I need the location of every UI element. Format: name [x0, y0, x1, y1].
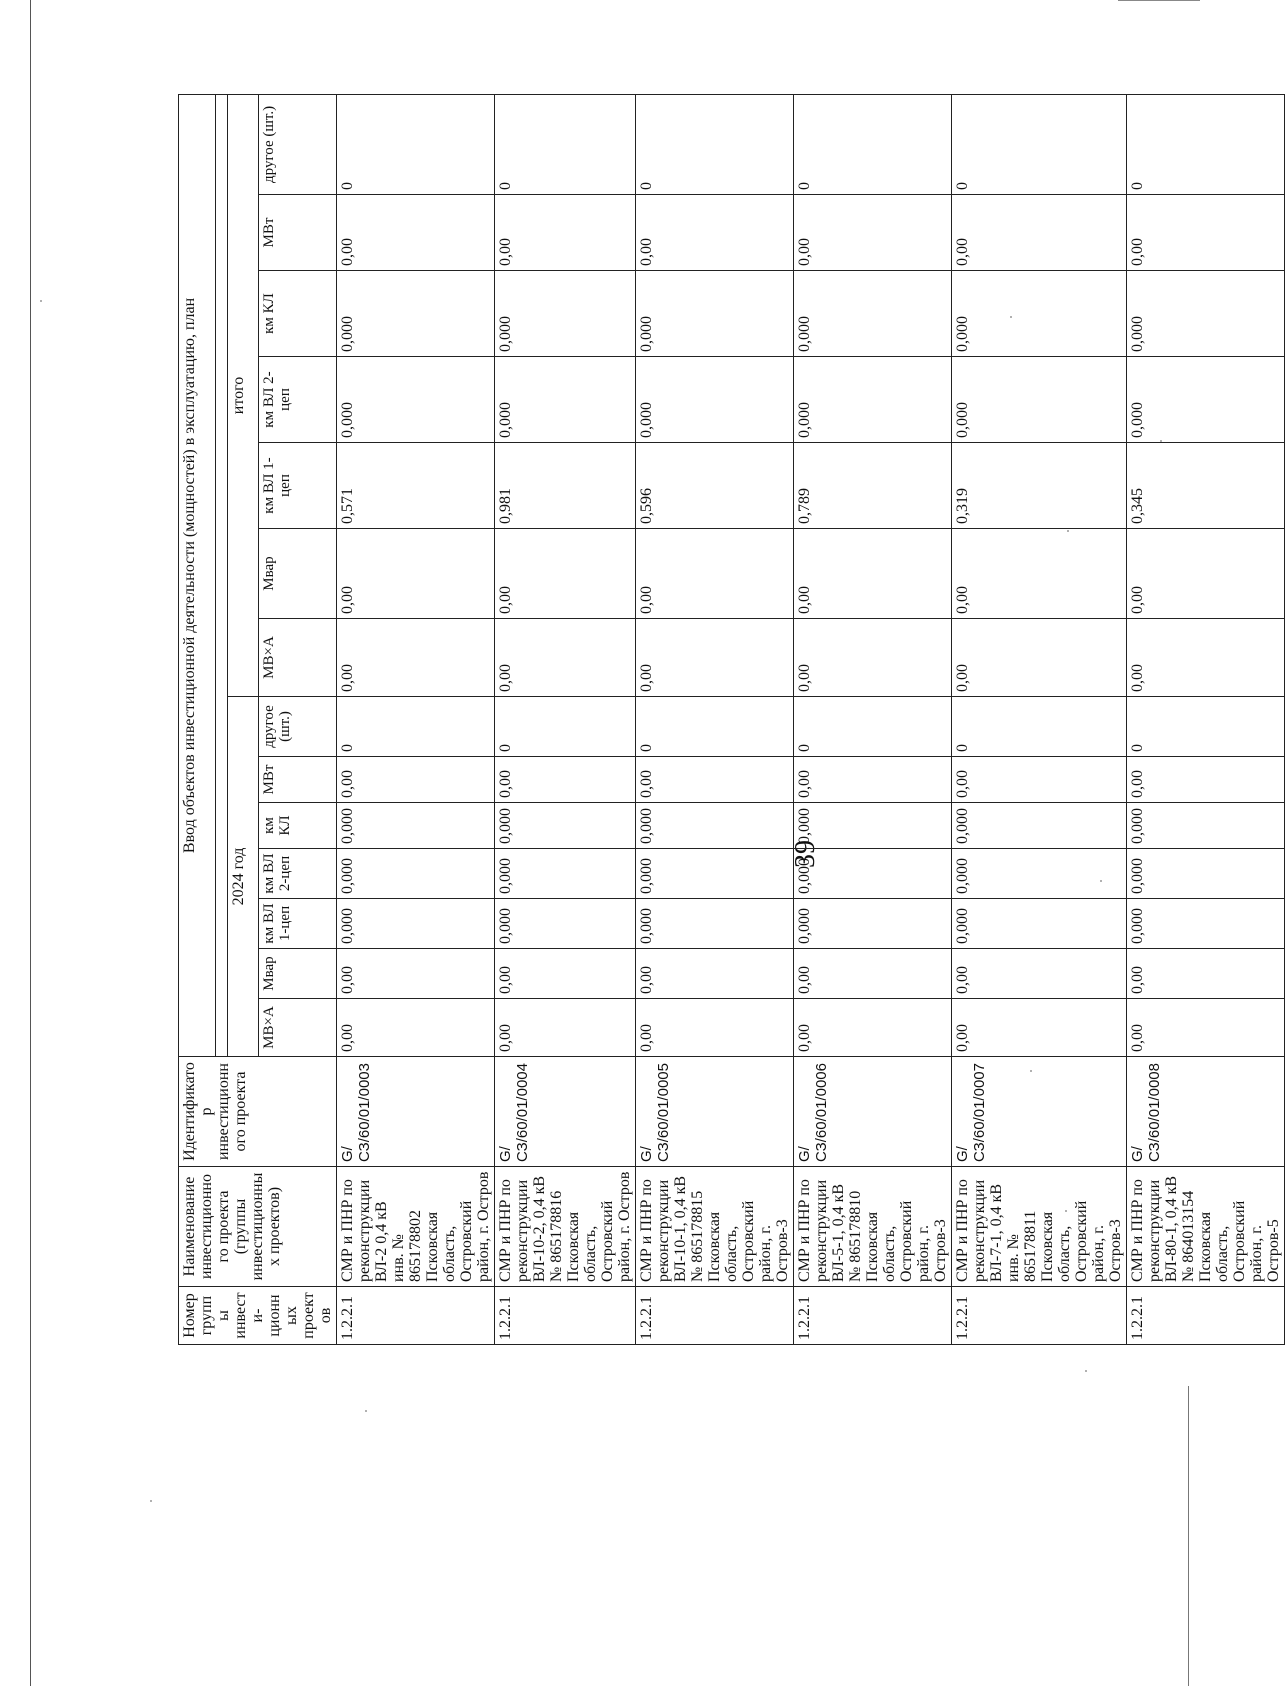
cell-year-mvar: 0,00	[794, 949, 952, 999]
cell-year-km-kl: 0,000	[337, 803, 495, 849]
cell-year-mva: 0,00	[794, 999, 952, 1057]
cell-year-km-vl1: 0,000	[495, 899, 636, 949]
cell-year-mva: 0,00	[636, 999, 794, 1057]
cell-year-km-vl1: 0,000	[337, 899, 495, 949]
cell-project-id: G/СЗ/60/01/0008	[1127, 1057, 1285, 1167]
table-row	[1127, 94, 1285, 1344]
header-project-id: Идентификатор инвестиционного проекта	[179, 1057, 337, 1167]
cell-project-name: СМР и ПНР по реконструкции ВЛ-2 0,4 кВ инв. № 865178802 Псковская область, Островский район, г. Остров	[337, 1167, 495, 1287]
cell-total-mva: 0,00	[636, 619, 794, 697]
table-row	[794, 94, 952, 1344]
table-row	[636, 94, 794, 1344]
cell-year-km-kl: 0,000	[952, 803, 1127, 849]
cell-total-other: 0	[952, 94, 1127, 194]
cell-project-name: СМР и ПНР по реконструкции ВЛ-5-1, 0,4 кВ № 865178810 Псковская область, Островский район, г. Остров-3	[794, 1167, 952, 1287]
cell-total-mw: 0,00	[794, 195, 952, 271]
cell-total-mvar: 0,00	[1127, 529, 1285, 619]
cell-total-km-vl2: 0,000	[636, 357, 794, 443]
cell-group: 1.2.2.1	[952, 1287, 1127, 1345]
cell-year-km-vl1: 0,000	[794, 899, 952, 949]
cell-year-mva: 0,00	[495, 999, 636, 1057]
cell-year-km-vl2: 0,000	[337, 849, 495, 899]
subheader-total-km-kl: км КЛ	[259, 271, 337, 357]
page-top-rule	[1118, 0, 1200, 1]
cell-total-km-kl: 0,000	[337, 271, 495, 357]
subheader-year-km-vl1: км ВЛ 1-цеп	[259, 899, 337, 949]
cell-total-mva: 0,00	[337, 619, 495, 697]
cell-total-mva: 0,00	[952, 619, 1127, 697]
cell-total-km-kl: 0,000	[636, 271, 794, 357]
cell-year-km-kl: 0,000	[495, 803, 636, 849]
cell-total-other: 0	[1127, 94, 1285, 194]
table-row	[952, 94, 1127, 1344]
cell-project-name: СМР и ПНР по реконструкции ВЛ-80-1, 0,4 кВ № 864013154 Псковская область, Островский район, г. Остров-5	[1127, 1167, 1285, 1287]
page-right-edge	[1188, 1386, 1189, 1686]
cell-total-mvar: 0,00	[495, 529, 636, 619]
subheader-year-km-kl: км КЛ	[259, 803, 337, 849]
subheader-year-mw: МВт	[259, 757, 337, 803]
cell-year-km-vl2: 0,000	[495, 849, 636, 899]
cell-total-other: 0	[794, 94, 952, 194]
cell-year-km-vl2: 0,000	[794, 849, 952, 899]
page-left-edge	[30, 0, 31, 1686]
table-row	[495, 94, 636, 1344]
cell-group: 1.2.2.1	[794, 1287, 952, 1345]
cell-year-mvar: 0,00	[1127, 949, 1285, 999]
cell-year-other: 0	[495, 697, 636, 757]
cell-total-mw: 0,00	[636, 195, 794, 271]
cell-year-other: 0	[337, 697, 495, 757]
scan-speck	[1067, 530, 1069, 532]
cell-year-km-vl1: 0,000	[636, 899, 794, 949]
subheader-total-mva: МВ×А	[259, 619, 337, 697]
cell-total-mvar: 0,00	[337, 529, 495, 619]
cell-year-km-vl1: 0,000	[952, 899, 1127, 949]
cell-year-mw: 0,00	[1127, 757, 1285, 803]
cell-total-km-vl1: 0,571	[337, 443, 495, 529]
cell-year-mva: 0,00	[1127, 999, 1285, 1057]
cell-project-name: СМР и ПНР по реконструкции ВЛ-7-1, 0,4 кВ инв. № 865178811 Псковская область, Островский район, г. Остров-3	[952, 1167, 1127, 1287]
cell-total-km-vl2: 0,000	[952, 357, 1127, 443]
cell-year-mw: 0,00	[337, 757, 495, 803]
cell-year-other: 0	[952, 697, 1127, 757]
cell-total-mvar: 0,00	[636, 529, 794, 619]
cell-project-id: G/СЗ/60/01/0004	[495, 1057, 636, 1167]
scan-speck	[1010, 316, 1012, 318]
cell-year-mva: 0,00	[337, 999, 495, 1057]
cell-year-mva: 0,00	[952, 999, 1127, 1057]
cell-total-km-vl2: 0,000	[794, 357, 952, 443]
scan-speck	[40, 300, 42, 302]
cell-project-id: G/СЗ/60/01/0007	[952, 1057, 1127, 1167]
cell-year-km-vl2: 0,000	[952, 849, 1127, 899]
scan-speck	[1160, 440, 1162, 442]
cell-total-mw: 0,00	[1127, 195, 1285, 271]
cell-year-km-kl: 0,000	[1127, 803, 1285, 849]
cell-group: 1.2.2.1	[1127, 1287, 1285, 1345]
cell-total-km-vl1: 0,596	[636, 443, 794, 529]
cell-total-km-kl: 0,000	[495, 271, 636, 357]
cell-total-mw: 0,00	[495, 195, 636, 271]
cell-total-mvar: 0,00	[952, 529, 1127, 619]
cell-total-km-vl2: 0,000	[337, 357, 495, 443]
cell-total-km-kl: 0,000	[794, 271, 952, 357]
cell-project-id: G/СЗ/60/01/0006	[794, 1057, 952, 1167]
cell-group: 1.2.2.1	[337, 1287, 495, 1345]
cell-total-other: 0	[495, 94, 636, 194]
cell-project-id: G/СЗ/60/01/0005	[636, 1057, 794, 1167]
cell-year-km-vl2: 0,000	[636, 849, 794, 899]
cell-total-km-vl1: 0,981	[495, 443, 636, 529]
table-row	[337, 94, 495, 1344]
subheader-total-other: другое (шт.)	[259, 94, 337, 194]
cell-total-mva: 0,00	[495, 619, 636, 697]
cell-total-other: 0	[337, 94, 495, 194]
cell-year-mw: 0,00	[952, 757, 1127, 803]
cell-year-other: 0	[794, 697, 952, 757]
cell-total-km-kl: 0,000	[952, 271, 1127, 357]
subheader-year-km-vl2: км ВЛ 2-цеп	[259, 849, 337, 899]
cell-year-km-kl: 0,000	[636, 803, 794, 849]
cell-year-mw: 0,00	[794, 757, 952, 803]
header-commissioning: Ввод объектов инвестиционной деятельности (мощностей) в эксплуатацию, план	[179, 94, 216, 1056]
cell-total-other: 0	[636, 94, 794, 194]
scan-speck	[1030, 1070, 1032, 1072]
scan-speck	[1100, 880, 1102, 882]
cell-year-mvar: 0,00	[495, 949, 636, 999]
cell-year-mvar: 0,00	[952, 949, 1127, 999]
investment-projects-table	[178, 94, 1285, 1345]
cell-group: 1.2.2.1	[495, 1287, 636, 1345]
scan-speck	[150, 1500, 152, 1502]
page-number: 39	[790, 840, 821, 868]
header-project-name: Наименование инвестиционного проекта (группы инвестиционных проектов)	[179, 1167, 337, 1287]
cell-year-other: 0	[1127, 697, 1285, 757]
header-total: итого	[227, 94, 259, 696]
cell-year-km-vl1: 0,000	[1127, 899, 1285, 949]
subheader-total-mvar: Мвар	[259, 529, 337, 619]
header-group-no: Номер группы инвести-ционных проектов	[179, 1287, 337, 1345]
cell-year-other: 0	[636, 697, 794, 757]
header-year: 2024 год	[227, 697, 259, 1057]
subheader-year-mva: МВ×А	[259, 999, 337, 1057]
scan-speck	[365, 1410, 367, 1412]
scan-speck	[1065, 1210, 1067, 1212]
cell-year-mw: 0,00	[495, 757, 636, 803]
cell-total-mvar: 0,00	[794, 529, 952, 619]
subheader-total-km-vl2: км ВЛ 2-цеп	[259, 357, 337, 443]
cell-total-mva: 0,00	[794, 619, 952, 697]
cell-year-km-vl2: 0,000	[1127, 849, 1285, 899]
cell-year-km-kl: 0,000	[794, 803, 952, 849]
cell-total-mw: 0,00	[337, 195, 495, 271]
cell-total-km-vl1: 0,345	[1127, 443, 1285, 529]
cell-total-mva: 0,00	[1127, 619, 1285, 697]
cell-project-name: СМР и ПНР по реконструкции ВЛ-10-2, 0,4 кВ № 865178816 Псковская область, Островский район, г. Остров	[495, 1167, 636, 1287]
header-spacer	[216, 94, 227, 1056]
cell-year-mvar: 0,00	[636, 949, 794, 999]
cell-total-km-vl1: 0,319	[952, 443, 1127, 529]
cell-year-mw: 0,00	[636, 757, 794, 803]
subheader-year-other: другое (шт.)	[259, 697, 337, 757]
cell-year-mvar: 0,00	[337, 949, 495, 999]
cell-total-km-vl1: 0,789	[794, 443, 952, 529]
scan-speck	[1085, 1370, 1087, 1372]
rotated-table-container	[178, 95, 1282, 1345]
cell-total-km-vl2: 0,000	[495, 357, 636, 443]
cell-total-km-vl2: 0,000	[1127, 357, 1285, 443]
subheader-total-km-vl1: км ВЛ 1-цеп	[259, 443, 337, 529]
subheader-total-mw: МВт	[259, 195, 337, 271]
cell-project-name: СМР и ПНР по реконструкции ВЛ-10-1, 0,4 кВ № 865178815 Псковская область, Островский район, г. Остров-3	[636, 1167, 794, 1287]
cell-total-mw: 0,00	[952, 195, 1127, 271]
cell-project-id: G/СЗ/60/01/0003	[337, 1057, 495, 1167]
subheader-year-mvar: Мвар	[259, 949, 337, 999]
cell-group: 1.2.2.1	[636, 1287, 794, 1345]
cell-total-km-kl: 0,000	[1127, 271, 1285, 357]
